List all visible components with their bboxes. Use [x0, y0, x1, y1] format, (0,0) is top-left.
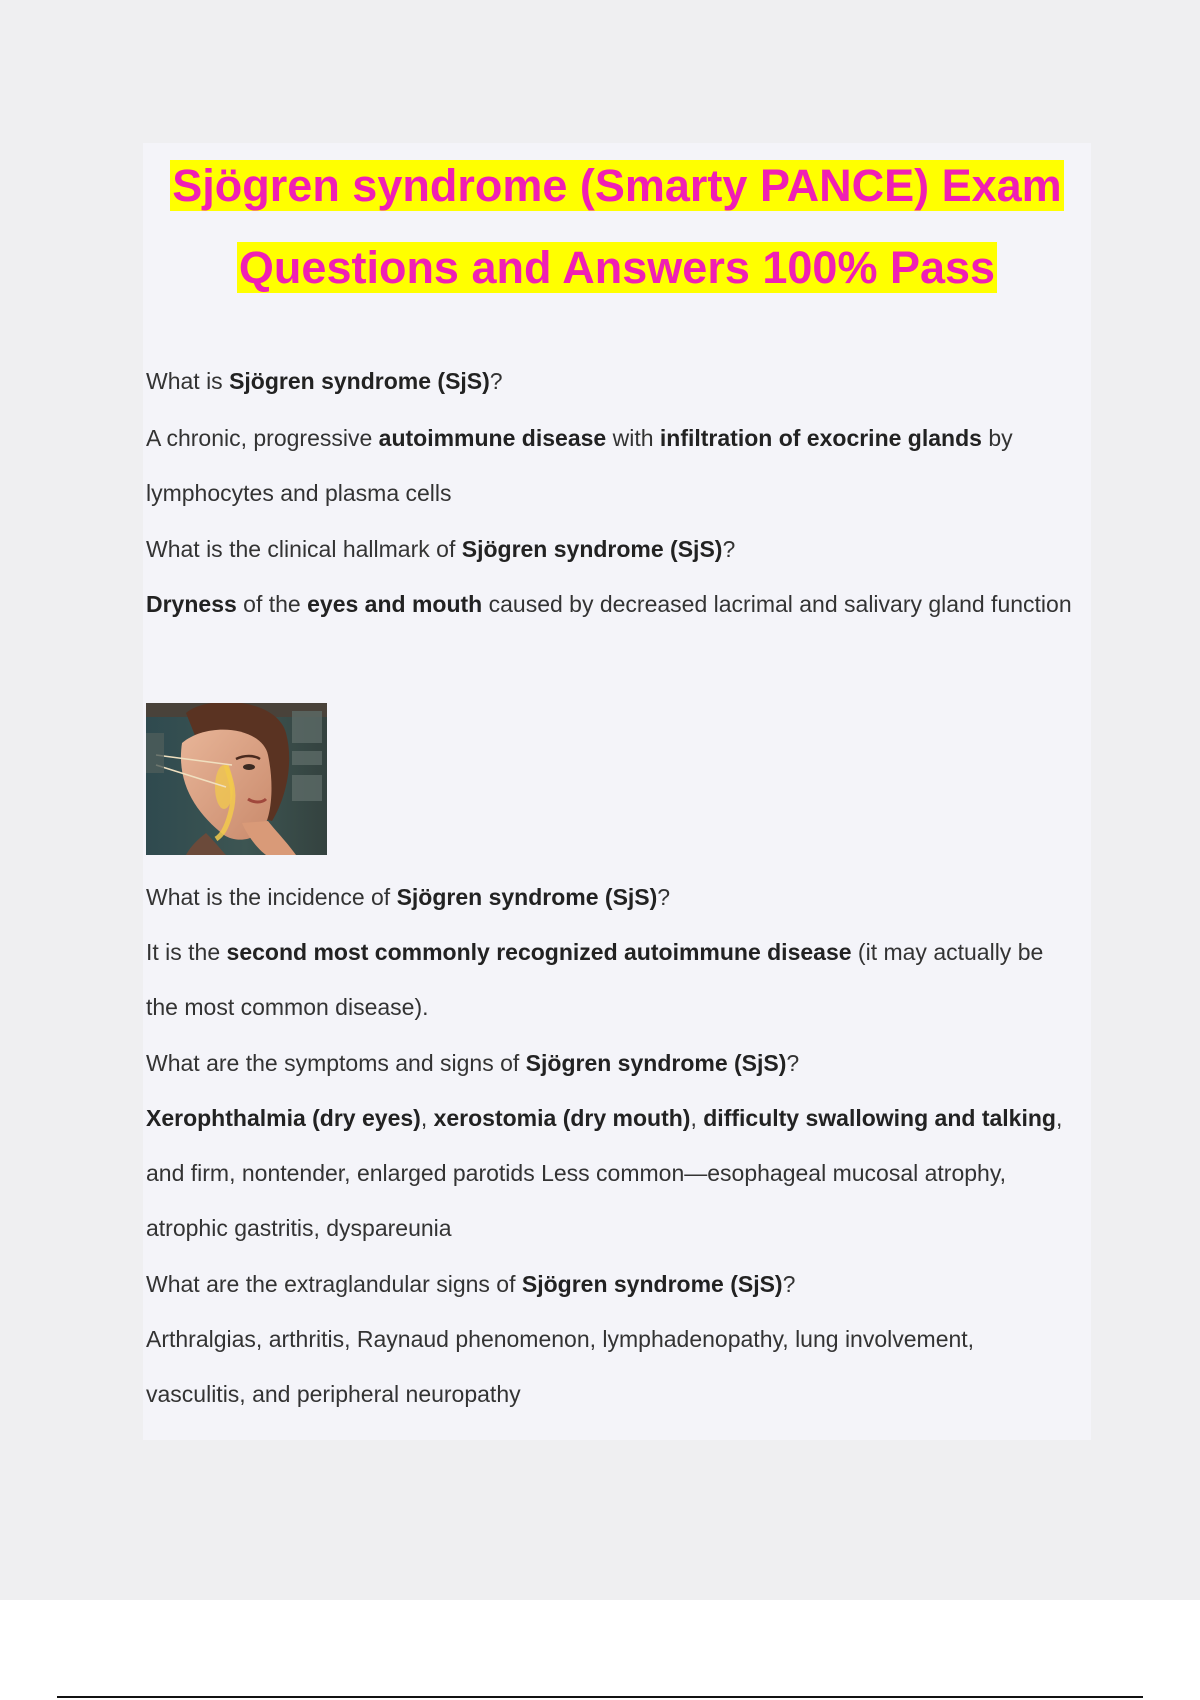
text-run: by lymphocytes and plasma cells: [146, 425, 1013, 506]
question-4: [146, 1036, 1076, 1091]
text-run: ,: [420, 1105, 434, 1131]
text-run: ,: [690, 1105, 704, 1131]
text-run: , and firm, nontender, enlarged parotids Less common—esophageal mucosal atrophy, atrophic gastritis, dyspareunia: [146, 1105, 1063, 1241]
title-line-2: Questions and Answers 100% Pass: [238, 242, 996, 293]
question-2: [146, 522, 1076, 577]
bold-text-run: autoimmune disease: [378, 425, 607, 451]
footer-divider: [57, 1696, 1143, 1698]
bold-text-run: xerostomia (dry mouth): [433, 1105, 691, 1131]
text-run: Arthralgias, arthritis, Raynaud phenomenon, lymphadenopathy, lung involvement, vasculitis, and peripheral neuropathy: [146, 1326, 975, 1407]
bold-text-run: Sjögren syndrome (SjS): [229, 368, 490, 394]
bold-text-run: Sjögren syndrome (SjS): [396, 884, 658, 910]
bold-text-run: infiltration of exocrine glands: [659, 425, 982, 451]
question-3: [146, 870, 1076, 925]
text-run: ?: [782, 1271, 796, 1297]
text-run: with: [606, 425, 660, 451]
bold-text-run: second most commonly recognized autoimmune disease: [226, 939, 852, 965]
text-run: ?: [657, 884, 671, 910]
title-line-1: Sjögren syndrome (Smarty PANCE) Exam: [172, 160, 1062, 211]
document-title: [143, 145, 1091, 309]
answer-5: [146, 1312, 1076, 1422]
question-5: [146, 1257, 1076, 1312]
bold-text-run: Sjögren syndrome (SjS): [525, 1050, 787, 1076]
answer-2: [146, 577, 1076, 632]
text-run: What are the symptoms and signs of: [146, 1050, 526, 1076]
bold-text-run: Sjögren syndrome (SjS): [461, 536, 723, 562]
face-illustration-graphic: [146, 703, 327, 855]
text-run: What is the incidence of: [146, 884, 397, 910]
answer-1: [146, 411, 1076, 521]
text-run: What are the extraglandular signs of: [146, 1271, 522, 1297]
text-run: A chronic, progressive: [146, 425, 379, 451]
bold-text-run: Sjögren syndrome (SjS): [521, 1271, 783, 1297]
text-run: ?: [722, 536, 736, 562]
bold-text-run: Dryness: [146, 591, 237, 617]
face-illustration-image: [146, 703, 327, 855]
bold-text-run: eyes and mouth: [307, 591, 483, 617]
text-run: It is the: [146, 939, 227, 965]
text-run: What is: [146, 368, 230, 394]
question-1: [146, 354, 1076, 409]
bold-text-run: difficulty swallowing and talking: [703, 1105, 1056, 1131]
text-run: of the: [236, 591, 308, 617]
text-run: (it may actually be the most common disease).: [146, 939, 1044, 1020]
bold-text-run: Xerophthalmia (dry eyes): [146, 1105, 421, 1131]
text-run: caused by decreased lacrimal and salivary gland function: [482, 591, 1072, 617]
answer-4: [146, 1091, 1076, 1256]
text-run: What is the clinical hallmark of: [146, 536, 462, 562]
text-run: ?: [786, 1050, 800, 1076]
text-run: ?: [489, 368, 503, 394]
answer-3: [146, 925, 1076, 1035]
